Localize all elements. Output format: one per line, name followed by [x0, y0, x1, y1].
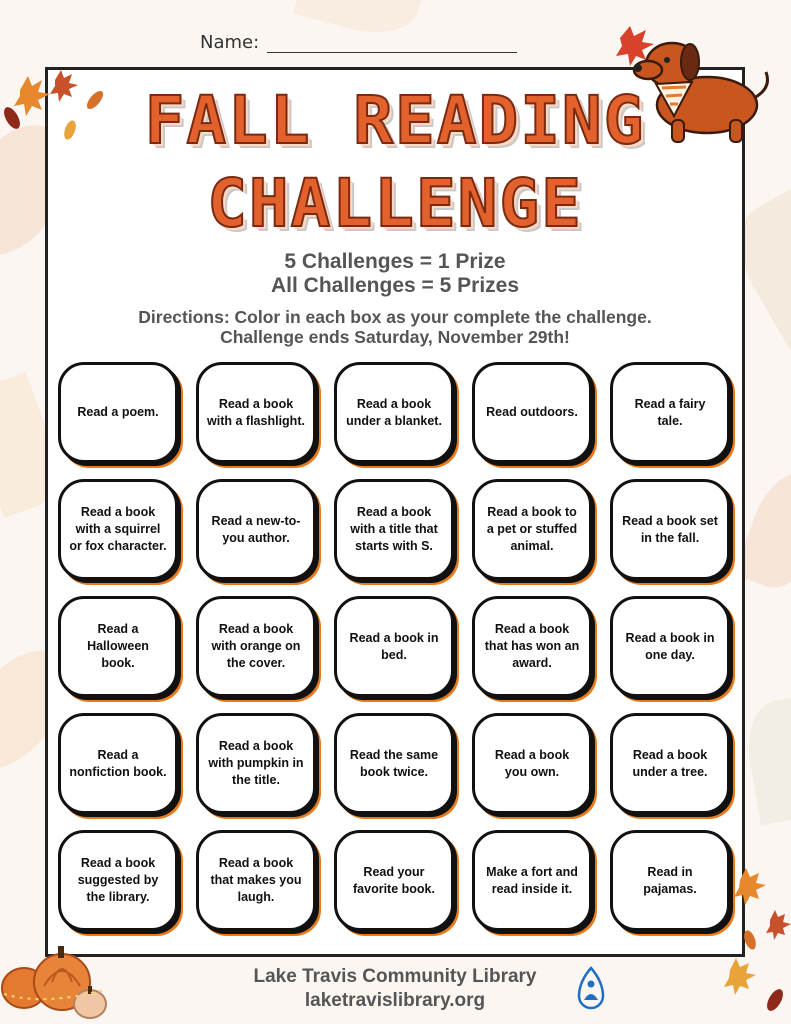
challenge-box[interactable]: Read a nonfiction book.	[58, 713, 178, 814]
directions-line-1: Directions: Color in each box as your complete the challenge.	[138, 307, 652, 327]
challenge-box[interactable]: Read a book in bed.	[334, 596, 454, 697]
library-name: Lake Travis Community Library	[253, 966, 537, 987]
challenge-box[interactable]: Read a book under a tree.	[610, 713, 730, 814]
challenge-box[interactable]: Read a book with a squirrel or fox character.	[58, 479, 178, 580]
challenge-box[interactable]: Read your favorite book.	[334, 830, 454, 931]
challenge-box[interactable]: Read a book under a blanket.	[334, 362, 454, 463]
challenge-box[interactable]: Read a book with pumpkin in the title.	[196, 713, 316, 814]
challenge-box[interactable]: Read a book in one day.	[610, 596, 730, 697]
challenge-box[interactable]: Read a new-to-you author.	[196, 479, 316, 580]
challenge-box[interactable]: Read outdoors.	[472, 362, 592, 463]
name-row	[200, 32, 517, 53]
name-field[interactable]	[267, 34, 517, 53]
page-title-line-1: FALL READING	[144, 82, 646, 159]
challenge-box[interactable]: Read a book suggested by the library.	[58, 830, 178, 931]
name-label: Name:	[200, 32, 260, 53]
directions-line-2: Challenge ends Saturday, November 29th!	[220, 327, 570, 347]
prize-rule-1: 5 Challenges = 1 Prize	[284, 250, 506, 273]
prize-rule-2: All Challenges = 5 Prizes	[270, 274, 520, 297]
challenge-grid	[58, 362, 734, 936]
challenge-box[interactable]: Read a Halloween book.	[58, 596, 178, 697]
challenge-box[interactable]: Read a poem.	[58, 362, 178, 463]
background-leaf	[740, 695, 791, 825]
challenge-box[interactable]: Read a book that has won an award.	[472, 596, 592, 697]
challenge-box[interactable]: Read a book to a pet or stuffed animal.	[472, 479, 592, 580]
challenge-box[interactable]: Read a book with a title that starts with S.	[334, 479, 454, 580]
library-logo-icon	[576, 966, 606, 1012]
challenge-box[interactable]: Read a fairy tale.	[610, 362, 730, 463]
library-website-link[interactable]: laketravislibrary.org	[304, 990, 486, 1011]
challenge-box[interactable]: Make a fort and read inside it.	[472, 830, 592, 931]
challenge-box[interactable]: Read a book set in the fall.	[610, 479, 730, 580]
challenge-box[interactable]: Read in pajamas.	[610, 830, 730, 931]
challenge-box[interactable]: Read the same book twice.	[334, 713, 454, 814]
challenge-box[interactable]: Read a book that makes you laugh.	[196, 830, 316, 931]
challenge-box[interactable]: Read a book with orange on the cover.	[196, 596, 316, 697]
challenge-box[interactable]: Read a book with a flashlight.	[196, 362, 316, 463]
page-title-line-2: CHALLENGE	[207, 165, 583, 242]
challenge-box[interactable]: Read a book you own.	[472, 713, 592, 814]
